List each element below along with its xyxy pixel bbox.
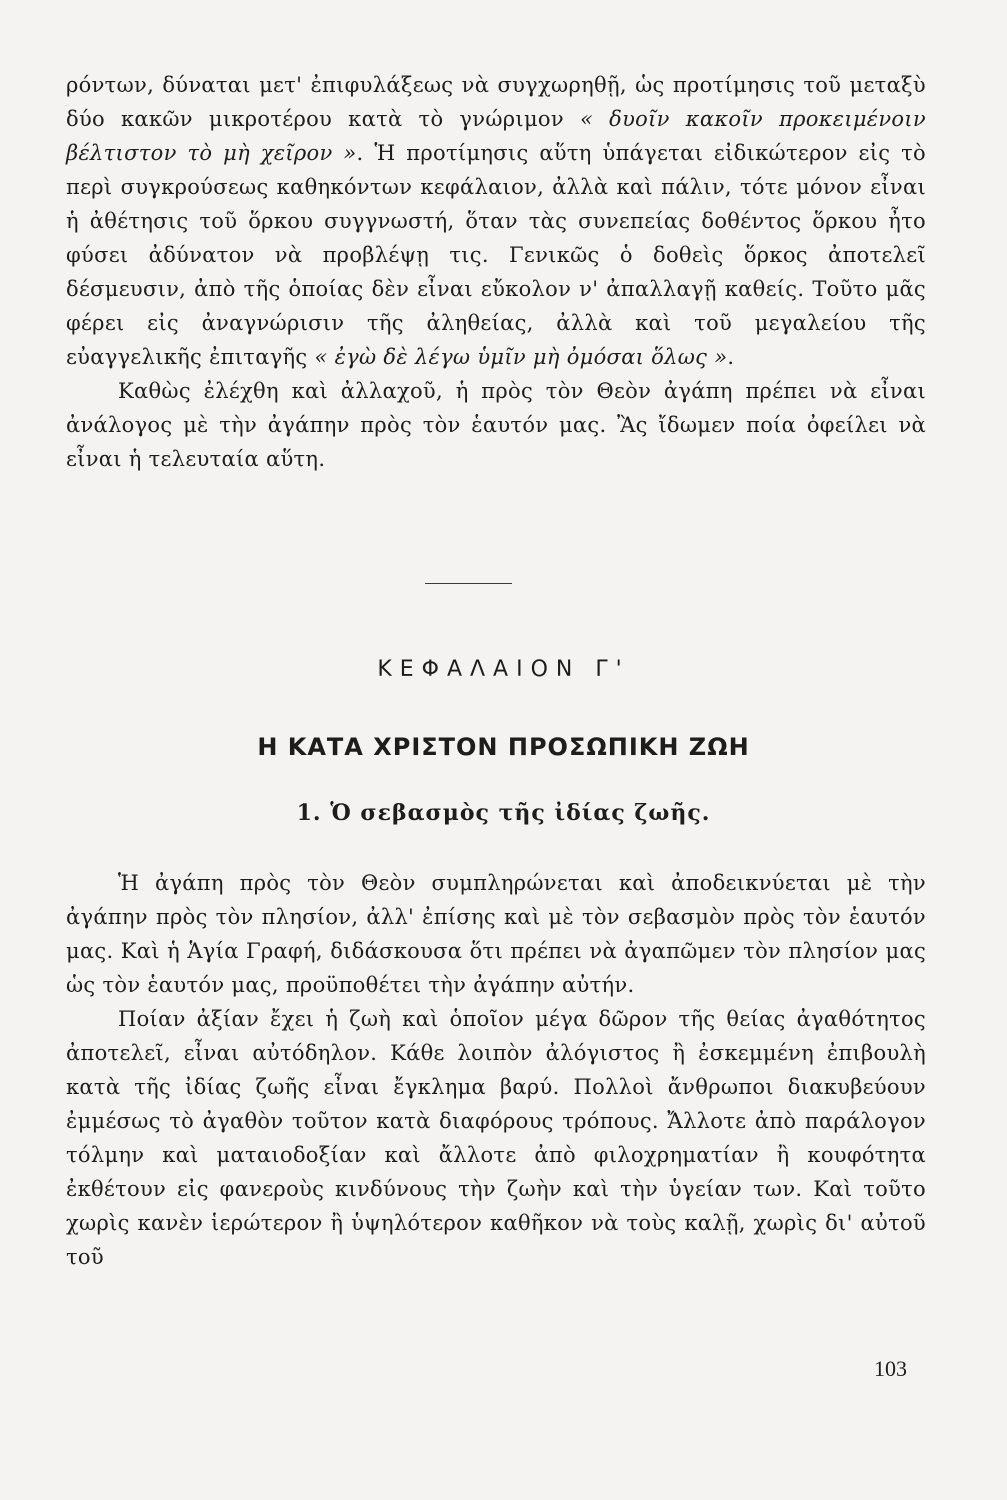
top-text-block [66,68,926,476]
chapter-label: ΚΕΦΑΛΑΙΟΝ Γ' [377,657,630,682]
page-number: 103 [874,1356,907,1381]
paragraph-oath-text-3: . [727,345,735,369]
section-divider [425,583,512,584]
paragraph-love-of-god: Καθὼς ἐλέχθη καὶ ἀλλαχοῦ, ἡ πρὸς τὸν Θεὸν ἀγάπη πρέπει νὰ εἶναι ἀνάλογος μὲ τὴν ἀγάπην πρὸς τὸν ἑαυτόν μας. Ἂς ἴδωμεν ποία ὀφείλει νὰ εἶναι ἡ τελευταία αὕτη. [66,379,926,471]
chapter-title: Η ΚΑΤΑ ΧΡΙΣΤΟΝ ΠΡΟΣΩΠΙΚΗ ΖΩΗ [257,733,750,761]
quote-lesser-evil: « δυοῖν κακοῖν προκειμένοιν βέλτιστον τὸ μὴ χεῖρον » [66,107,926,165]
bottom-text-block [66,866,926,1274]
paragraph-oath-text-1: ρόντων, δύναται μετ' ἐπιφυλάξεως νὰ συγχωρηθῇ, ὡς προτίμησις τοῦ μεταξὺ δύο κακῶν μικροτέρου κατὰ τὸ γνώριμον [66,73,926,131]
paragraph-oath-text-2: . Ἡ προτίμησις αὕτη ὑπάγεται εἰδικώτερον εἰς τὸ περὶ συγκρούσεως καθηκόντων κεφάλαιον, ἀλλὰ καὶ πάλιν, τότε μόνον εἶναι ἡ ἀθέτησις τοῦ ὅρκου συγγνωστή, ὅταν τὰς συνεπείας δοθέντος ὅρκου ἦτο φύσει ἀδύνατον νὰ προβλέψῃ τις. Γενικῶς ὁ δοθεὶς ὅρκος ἀποτελεῖ δέσμευσιν, ἀπὸ τῆς ὁποίας δὲν εἶναι εὔκολον ν' ἀπαλλαγῇ καθείς. Τοῦτο μᾶς φέρει εἰς ἀναγνώρισιν τῆς ἀληθείας, ἀλλὰ καὶ τοῦ μεγαλείου τῆς εὐαγγελικῆς ἐπιταγῆς [66,141,926,369]
paragraph-oath [66,68,926,374]
paragraph-value-of-life: Ποίαν ἀξίαν ἔχει ἡ ζωὴ καὶ ὁποῖον μέγα δῶρον τῆς θείας ἀγαθότητος ἀποτελεῖ, εἶναι αὐτόδηλον. Κάθε λοιπὸν ἀλόγιστος ἢ ἐσκεμμένη ἐπιβουλὴ κατὰ τῆς ἰδίας ζωῆς εἶναι ἔγκλημα βαρύ. Πολλοὶ ἄνθρωποι διακυβεύουν ἐμμέσως τὸ ἀγαθὸν τοῦτον κατὰ διαφόρους τρόπους. Ἄλλοτε ἀπὸ παράλογον τόλμην καὶ ματαιοδοξίαν καὶ ἄλλοτε ἀπὸ φιλοχρηματίαν ἢ κουφότητα ἐκθέτουν εἰς φανεροὺς κινδύνους τὴν ζωὴν καὶ τὴν ὑγείαν των. Καὶ τοῦτο χωρὶς κανὲν ἱερώτερον ἢ ὑψηλότερον καθῆκον νὰ τοὺς καλῇ, χωρὶς δι' αὐτοῦ τοῦ [66,1007,926,1269]
quote-do-not-swear: « ἐγὼ δὲ λέγω ὑμῖν μὴ ὀμόσαι ὅλως » [314,345,728,369]
section-heading: 1. Ὁ σεβασμὸς τῆς ἰδίας ζωῆς. [296,800,711,826]
paragraph-love-of-self: Ἡ ἀγάπη πρὸς τὸν Θεὸν συμπληρώνεται καὶ ἀποδεικνύεται μὲ τὴν ἀγάπην πρὸς τὸν πλησίον, ἀλλ' ἐπίσης καὶ μὲ τὸν σεβασμὸν πρὸς τὸν ἑαυτόν μας. Καὶ ἡ Ἁγία Γραφή, διδάσκουσα ὅτι πρέπει νὰ ἀγαπῶμεν τὸν πλησίον μας ὡς τὸν ἑαυτόν μας, προϋποθέτει τὴν ἀγάπην αὐτήν. [66,871,926,997]
